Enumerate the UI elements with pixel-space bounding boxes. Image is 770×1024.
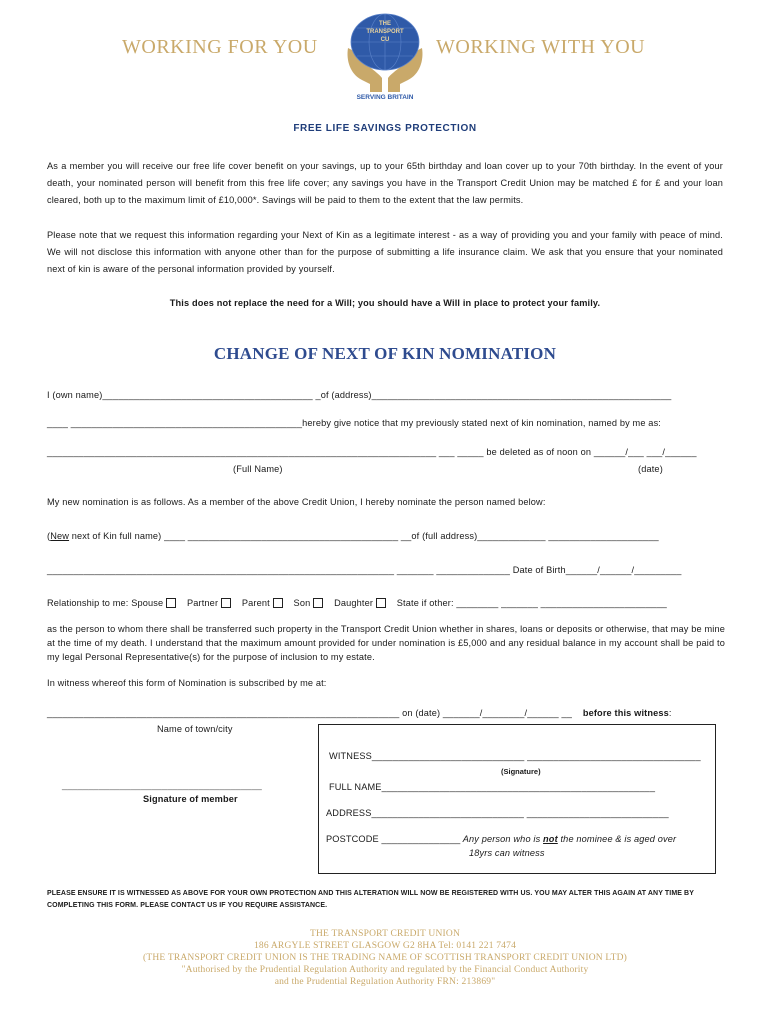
privacy-paragraph: Please note that we request this information regarding your Next of Kin as a legitimate interest - as a way of providing you and your family with peace of mind. We will not disclose this information with anyone other than for the purpose of submitting a life insurance claim. We ask that you ensure that your nominated next of kin is aware of the personal information provided by yourself. [47, 230, 723, 274]
footer-line-1: THE TRANSPORT CREDIT UNION [309, 929, 461, 939]
relationship-son: Son [293, 598, 311, 608]
postcode-field: POSTCODE _______________ [326, 834, 461, 844]
new-nok-field[interactable] [47, 531, 659, 541]
daughter-checkbox[interactable] [376, 598, 386, 608]
date-label: (date) [638, 464, 663, 474]
town-date-blanks: ___________________________________________________________________ on (date) _______/________/______ __ [47, 708, 573, 718]
logo-tagline: SERVING BRITAIN [356, 94, 414, 101]
relationship-spouse: Spouse [131, 598, 164, 608]
spouse-checkbox[interactable] [166, 598, 176, 608]
own-name-field[interactable]: I (own name)________________________________________ _of (address)_________________________________________________________ [47, 390, 672, 400]
footer-line-5: and the Prudential Regulation Authority FRN: 213869" [274, 977, 496, 987]
signature-label: Signature of member [143, 794, 238, 804]
town-date-line[interactable] [47, 708, 672, 718]
witness-signature-label: (Signature) [501, 767, 541, 776]
witness-note-b: the nominee & is aged over [557, 834, 677, 844]
footer [0, 928, 770, 988]
state-other-field[interactable]: State if other: ________ _______ ________________________ [396, 598, 667, 608]
relationship-partner: Partner [186, 598, 219, 608]
witness-full-name-field[interactable]: FULL NAME____________________________________________________ [329, 782, 656, 792]
witness-note-not: not [543, 834, 558, 844]
right-slogan: WORKING WITH YOU [436, 36, 646, 58]
witness-intro: In witness whereof this form of Nomination is subscribed by me at: [47, 678, 327, 688]
witness-postcode-row[interactable] [326, 834, 676, 844]
witness-field[interactable]: WITNESS_____________________________ _________________________________ [329, 751, 701, 761]
nok-new-word: New [50, 531, 70, 541]
logo [340, 8, 430, 104]
witness-address-field[interactable]: ADDRESS_____________________________ ___________________________ [326, 808, 669, 818]
delete-date-line[interactable]: __________________________________________________________________________ ___ _____ be deleted as of noon on ______/___ ___/______ [47, 447, 697, 457]
transfer-paragraph: as the person to whom there shall be transferred such property in the Transport Credit Union whether in shares, loans or deposits or otherwise, that may be mine at the time of my death. I understand that the maximum amount provided for under nomination is £5,000 and any residual balance in my account shall be paid to my legal Personal Representative(s) for the purpose of inclusion to my estate. [47, 624, 725, 662]
logo-line-2: TRANSPORT [366, 29, 404, 35]
left-slogan: WORKING FOR YOU [122, 36, 318, 58]
footer-line-4: "Authorised by the Prudential Regulation Authority and regulated by the Financial Conduct Authority [181, 965, 589, 975]
full-name-label: (Full Name) [233, 464, 283, 474]
footer-line-2: 186 ARGYLE STREET GLASGOW G2 8HA Tel: 0141 221 7474 [253, 941, 517, 951]
intro-paragraph: As a member you will receive our free life cover benefit on your savings, up to your 65th birthday and loan cover up to your 70th birthday. In the event of your death, your nominated person will benefit from this free life cover; any savings you have in the Transport Credit Union may be matched £ for £ and your loan cleared, both up to the maximum limit of £10,000*. Savings will be paid to them to the extent that the law permits. [47, 161, 723, 205]
town-label: Name of town/city [157, 724, 233, 734]
witness-box [318, 724, 716, 874]
will-notice: This does not replace the need for a Will; you should have a Will in place to protect your family. [169, 298, 601, 308]
dob-line[interactable]: __________________________________________________________________ _______ ______________ Date of Birth______/______/_________ [47, 565, 682, 575]
form-title: CHANGE OF NEXT OF KIN NOMINATION [213, 344, 557, 363]
section-title: FREE LIFE SAVINGS PROTECTION [293, 123, 477, 134]
before-witness-colon: : [668, 708, 672, 718]
relationship-daughter: Daughter [334, 598, 374, 608]
witness-note-a: Any person who is [460, 834, 544, 844]
registration-notice: PLEASE ENSURE IT IS WITNESSED AS ABOVE FOR YOUR OWN PROTECTION AND THIS ALTERATION WILL NOW BE REGISTERED WITH US. YOU MAY ALTER THIS AGAIN AT ANY TIME BY COMPLETING THIS FORM. PLEASE CONTACT US IF YOU REQUIRE ASSISTANCE. [47, 890, 694, 909]
before-witness-label: before this witness [582, 708, 669, 718]
partner-checkbox[interactable] [221, 598, 231, 608]
relationship-parent: Parent [241, 598, 270, 608]
new-nomination-text: My new nomination is as follows. As a member of the above Credit Union, I hereby nominate the person named below: [47, 497, 546, 507]
previous-nominee-line[interactable]: ____ ____________________________________________hereby give notice that my previously stated next of kin nomination, named by me as: [47, 418, 662, 428]
relationship-label: Relationship to me: [47, 598, 129, 608]
relationship-row [47, 598, 667, 608]
witness-note-age: 18yrs can witness [469, 848, 545, 858]
nok-line-rest: next of Kin full name) ____ ________________________________________ __of (full address)_____________ _____________________ [69, 531, 659, 541]
nok-open-paren: ( [47, 531, 51, 541]
parent-checkbox[interactable] [273, 598, 283, 608]
footer-line-3: (THE TRANSPORT CREDIT UNION IS THE TRADING NAME OF SCOTTISH TRANSPORT CREDIT UNION LTD) [143, 953, 627, 963]
logo-line-1: THE [379, 21, 391, 27]
signature-line[interactable]: ______________________________________ [62, 780, 262, 790]
logo-line-3: CU [380, 37, 390, 43]
son-checkbox[interactable] [313, 598, 323, 608]
